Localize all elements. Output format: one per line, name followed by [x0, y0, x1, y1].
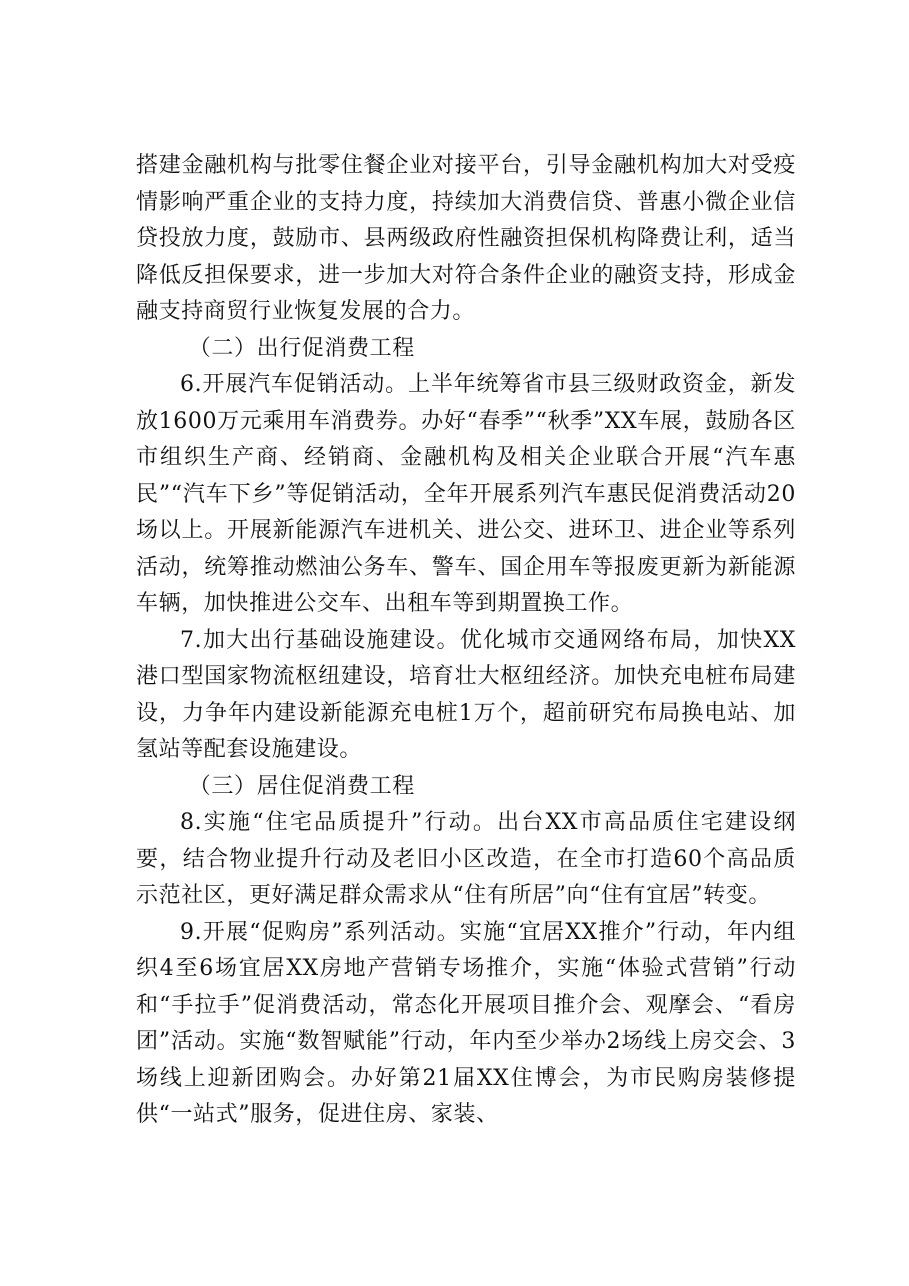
document-body: [136, 148, 796, 1134]
section-heading-housing: （三）居住促消费工程: [188, 773, 415, 799]
section-heading-travel: （二）出行促消费工程: [188, 335, 415, 361]
paragraph-financial-support: 搭建金融机构与批零住餐企业对接平台，引导金融机构加大对受疫情影响严重企业的支持力度，持续加大消费信贷、普惠小微企业信贷投放力度，鼓励市、县两级政府性融资担保机构降费让利，适当降低反担保要求，进一步加大对符合条件企业的融资支持，形成金融支持商贸行业恢复发展的合力。: [136, 153, 796, 324]
paragraph-item-7: 7.加大出行基础设施建设。优化城市交通网络布局，加快XX港口型国家物流枢纽建设，培育壮大枢纽经济。加快充电桩布局建设，力争年内建设新能源充电桩1万个，超前研究布局换电站、加氢站等配套设施建设。: [136, 627, 796, 762]
paragraph-item-9: 9.开展“促购房”系列活动。实施“宜居XX推介”行动，年内组织4至6场宜居XX房地产营销专场推介，实施“体验式营销”行动和“手拉手”促消费活动，常态化开展项目推介会、观摩会、“看房团”活动。实施“数智赋能”行动，年内至少举办2场线上房交会、3场线上迎新团购会。办好第21届XX住博会，为市民购房装修提供“一站式”服务，促进住房、家装、: [136, 919, 796, 1127]
paragraph-item-8: 8.实施“住宅品质提升”行动。出台XX市高品质住宅建设纲要，结合物业提升行动及老旧小区改造，在全市打造60个高品质示范社区，更好满足群众需求从“住有所居”向“住有宜居”转变。: [136, 810, 796, 908]
paragraph-item-6: 6.开展汽车促销活动。上半年统筹省市县三级财政资金，新发放1600万元乘用车消费券。办好“春季”“秋季”XX车展，鼓励各区市组织生产商、经销商、金融机构及相关企业联合开展“汽车惠民”“汽车下乡”等促销活动，全年开展系列汽车惠民促消费活动20场以上。开展新能源汽车进机关、进公交、进环卫、进企业等系列活动，统筹推动燃油公务车、警车、国企用车等报废更新为新能源车辆，加快推进公交车、出租车等到期置换工作。: [136, 372, 796, 616]
